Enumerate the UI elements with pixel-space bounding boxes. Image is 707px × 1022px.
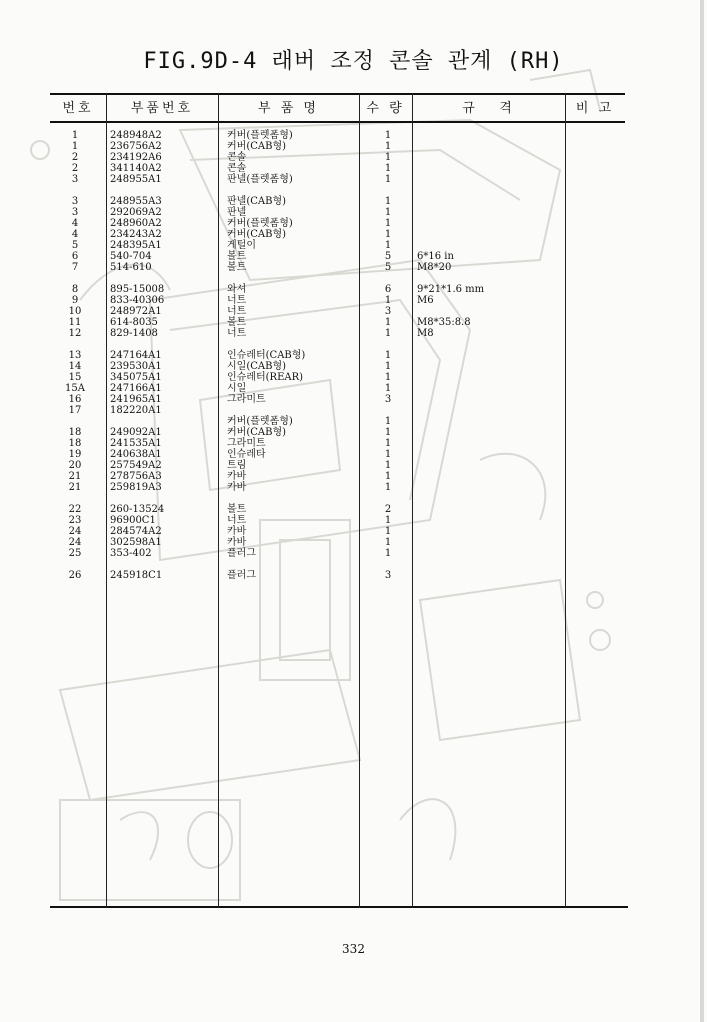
quantity: 1 xyxy=(384,218,392,229)
part-name: 카바 xyxy=(227,482,247,493)
item-number: 26 xyxy=(68,570,82,581)
quantity: 1 xyxy=(384,449,392,460)
header-quantity: 수 량 xyxy=(366,101,405,116)
part-number: 284574A2 xyxy=(110,526,162,537)
specification: 6*16 in xyxy=(417,251,454,262)
part-number: 241535A1 xyxy=(110,438,162,449)
part-number: 829-1408 xyxy=(110,328,158,339)
quantity: 1 xyxy=(384,295,392,306)
item-number: 6 xyxy=(71,251,79,262)
part-name: 커버(CAB형) xyxy=(227,229,287,240)
table-row xyxy=(50,240,625,251)
part-number: 240638A1 xyxy=(110,449,162,460)
part-number: 614-8035 xyxy=(110,317,158,328)
table-row xyxy=(50,262,625,273)
item-number: 1 xyxy=(71,141,79,152)
part-name: 판넬(플렛폼형) xyxy=(227,174,293,185)
item-number: 19 xyxy=(68,449,82,460)
item-number: 4 xyxy=(71,229,79,240)
part-name: 카바 xyxy=(227,537,247,548)
part-name: 커버(CAB형) xyxy=(227,427,287,438)
part-number: 248955A3 xyxy=(110,196,162,207)
quantity: 5 xyxy=(384,262,392,273)
part-number: 182220A1 xyxy=(110,405,162,416)
part-number: 278756A3 xyxy=(110,471,162,482)
table-row xyxy=(50,207,625,218)
table-row xyxy=(50,471,625,482)
part-name: 너트 xyxy=(227,295,247,306)
table-row xyxy=(50,405,625,416)
quantity: 1 xyxy=(384,515,392,526)
part-name: 시일 xyxy=(227,383,247,394)
item-number: 1 xyxy=(71,130,79,141)
part-name: 너트 xyxy=(227,306,247,317)
part-number: 247164A1 xyxy=(110,350,162,361)
part-number: 234243A2 xyxy=(110,229,162,240)
quantity: 1 xyxy=(384,548,392,559)
table-row xyxy=(50,482,625,493)
quantity: 1 xyxy=(384,427,392,438)
part-name: 플러그 xyxy=(227,548,256,559)
part-number: 96900C1 xyxy=(110,515,156,526)
part-name: 카바 xyxy=(227,526,247,537)
part-name: 볼트 xyxy=(227,251,247,262)
table-bottom-rule xyxy=(50,906,628,908)
specification: M8*20 xyxy=(417,262,452,273)
table-row xyxy=(50,163,625,174)
quantity: 1 xyxy=(384,130,392,141)
table-row xyxy=(50,218,625,229)
part-number: 259819A3 xyxy=(110,482,162,493)
item-number: 24 xyxy=(68,537,82,548)
part-name: 커버(플렛폼형) xyxy=(227,416,293,427)
specification: M8 xyxy=(417,328,434,339)
quantity: 1 xyxy=(384,537,392,548)
item-number: 2 xyxy=(71,163,79,174)
part-number: 245918C1 xyxy=(110,570,163,581)
quantity: 1 xyxy=(384,372,392,383)
part-number: 248948A2 xyxy=(110,130,162,141)
part-number: 239530A1 xyxy=(110,361,162,372)
table-row xyxy=(50,504,625,515)
header-part-name: 부 품 명 xyxy=(258,101,319,116)
table-row xyxy=(50,372,625,383)
header-number: 번호 xyxy=(62,101,94,116)
item-number: 15A xyxy=(65,383,85,394)
item-number: 22 xyxy=(68,504,82,515)
part-name: 트림 xyxy=(227,460,247,471)
part-number: 833-40306 xyxy=(110,295,165,306)
part-number: 248955A1 xyxy=(110,174,162,185)
table-row xyxy=(50,361,625,372)
part-name: 플러그 xyxy=(227,570,256,581)
table-row xyxy=(50,284,625,295)
item-number: 10 xyxy=(68,306,82,317)
item-number: 12 xyxy=(68,328,82,339)
part-name: 커버(플렛폼형) xyxy=(227,130,293,141)
quantity: 3 xyxy=(384,306,392,317)
table-row xyxy=(50,251,625,262)
part-number: 514-610 xyxy=(110,262,152,273)
quantity: 1 xyxy=(384,383,392,394)
table-row xyxy=(50,394,625,405)
quantity: 1 xyxy=(384,471,392,482)
part-name: 인슈레타 xyxy=(227,449,266,460)
part-name: 그라미트 xyxy=(227,394,266,405)
item-number: 9 xyxy=(71,295,79,306)
table-row xyxy=(50,460,625,471)
item-number: 16 xyxy=(68,394,82,405)
quantity: 1 xyxy=(384,438,392,449)
item-number: 20 xyxy=(68,460,82,471)
parts-table xyxy=(50,93,625,908)
table-row xyxy=(50,383,625,394)
part-name: 커버(플렛폼형) xyxy=(227,218,293,229)
page-number: 332 xyxy=(342,942,365,956)
quantity: 1 xyxy=(384,416,392,427)
table-row xyxy=(50,328,625,339)
part-name: 판넬(CAB형) xyxy=(227,196,287,207)
part-number: 895-15008 xyxy=(110,284,165,295)
part-number: 234192A6 xyxy=(110,152,162,163)
specification: M8*35:8.8 xyxy=(417,317,471,328)
part-name: 너트 xyxy=(227,515,247,526)
part-name: 볼트 xyxy=(227,317,247,328)
part-name: 콘솔 xyxy=(227,163,247,174)
part-name: 콘솔 xyxy=(227,152,247,163)
page-title: FIG.9D-4 래버 조정 콘솔 관계 (RH) xyxy=(143,49,564,74)
table-row xyxy=(50,317,625,328)
scan-edge-shadow xyxy=(700,0,704,1022)
quantity: 1 xyxy=(384,152,392,163)
part-name: 그라미트 xyxy=(227,438,266,449)
quantity: 1 xyxy=(384,163,392,174)
item-number: 15 xyxy=(68,372,82,383)
part-name: 볼트 xyxy=(227,262,247,273)
part-number: 292069A2 xyxy=(110,207,162,218)
table-row xyxy=(50,570,625,581)
part-number: 257549A2 xyxy=(110,460,162,471)
item-number: 4 xyxy=(71,218,79,229)
item-number: 11 xyxy=(68,317,82,328)
quantity: 1 xyxy=(384,460,392,471)
item-number: 24 xyxy=(68,526,82,537)
part-name: 볼트 xyxy=(227,504,247,515)
part-number: 260-13524 xyxy=(110,504,165,515)
part-number: 247166A1 xyxy=(110,383,162,394)
quantity: 1 xyxy=(384,317,392,328)
part-name: 인슈레터(CAB형) xyxy=(227,350,306,361)
item-number: 3 xyxy=(71,174,79,185)
quantity: 6 xyxy=(384,284,392,295)
part-name: 시일(CAB형) xyxy=(227,361,287,372)
table-row xyxy=(50,438,625,449)
item-number: 2 xyxy=(71,152,79,163)
header-part-number: 부품번호 xyxy=(130,101,194,116)
quantity: 1 xyxy=(384,240,392,251)
table-row xyxy=(50,306,625,317)
quantity: 3 xyxy=(384,570,392,581)
part-name: 너트 xyxy=(227,328,247,339)
header-spec: 규 격 xyxy=(462,101,515,116)
table-row xyxy=(50,141,625,152)
item-number: 13 xyxy=(68,350,82,361)
part-name: 게털이 xyxy=(227,240,256,251)
table-top-rule xyxy=(50,93,625,95)
quantity: 1 xyxy=(384,174,392,185)
table-row xyxy=(50,152,625,163)
table-row xyxy=(50,196,625,207)
specification: M6 xyxy=(417,295,434,306)
item-number: 23 xyxy=(68,515,82,526)
part-name: 인슈레터(REAR) xyxy=(227,372,304,383)
item-number: 5 xyxy=(71,240,79,251)
item-number: 25 xyxy=(68,548,82,559)
specification: 9*21*1.6 mm xyxy=(417,284,485,295)
table-row xyxy=(50,427,625,438)
item-number: 21 xyxy=(68,482,82,493)
quantity: 5 xyxy=(384,251,392,262)
part-number: 241965A1 xyxy=(110,394,162,405)
part-number: 236756A2 xyxy=(110,141,162,152)
part-name: 판넬 xyxy=(227,207,247,218)
item-number: 3 xyxy=(71,207,79,218)
quantity: 1 xyxy=(384,526,392,537)
part-number: 345075A1 xyxy=(110,372,162,383)
quantity: 1 xyxy=(384,350,392,361)
part-number: 248960A2 xyxy=(110,218,162,229)
table-row xyxy=(50,548,625,559)
table-row xyxy=(50,526,625,537)
part-name: 커버(CAB형) xyxy=(227,141,287,152)
part-number: 249092A1 xyxy=(110,427,162,438)
table-row xyxy=(50,515,625,526)
table-row xyxy=(50,130,625,141)
item-number: 7 xyxy=(71,262,79,273)
header-remarks: 비 고 xyxy=(575,101,615,116)
quantity: 2 xyxy=(384,504,392,515)
quantity: 1 xyxy=(384,361,392,372)
part-number: 341140A2 xyxy=(110,163,162,174)
item-number: 8 xyxy=(71,284,79,295)
quantity: 3 xyxy=(384,394,392,405)
quantity: 1 xyxy=(384,196,392,207)
quantity: 1 xyxy=(384,482,392,493)
item-number: 17 xyxy=(68,405,82,416)
table-row xyxy=(50,295,625,306)
item-number: 14 xyxy=(68,361,82,372)
part-number: 353-402 xyxy=(110,548,152,559)
table-row xyxy=(50,537,625,548)
quantity: 1 xyxy=(384,229,392,240)
table-header-rule xyxy=(50,121,625,123)
table-row xyxy=(50,174,625,185)
part-name: 카바 xyxy=(227,471,247,482)
table-row xyxy=(50,449,625,460)
quantity: 1 xyxy=(384,328,392,339)
table-row xyxy=(50,229,625,240)
part-name: 와셔 xyxy=(227,284,247,295)
item-number: 21 xyxy=(68,471,82,482)
part-number: 248972A1 xyxy=(110,306,162,317)
part-number: 540-704 xyxy=(110,251,152,262)
part-number: 248395A1 xyxy=(110,240,162,251)
table-row xyxy=(50,350,625,361)
part-number: 302598A1 xyxy=(110,537,162,548)
quantity: 1 xyxy=(384,207,392,218)
table-row xyxy=(50,416,625,427)
item-number: 18 xyxy=(68,438,82,449)
quantity: 1 xyxy=(384,141,392,152)
item-number: 18 xyxy=(68,427,82,438)
item-number: 3 xyxy=(71,196,79,207)
